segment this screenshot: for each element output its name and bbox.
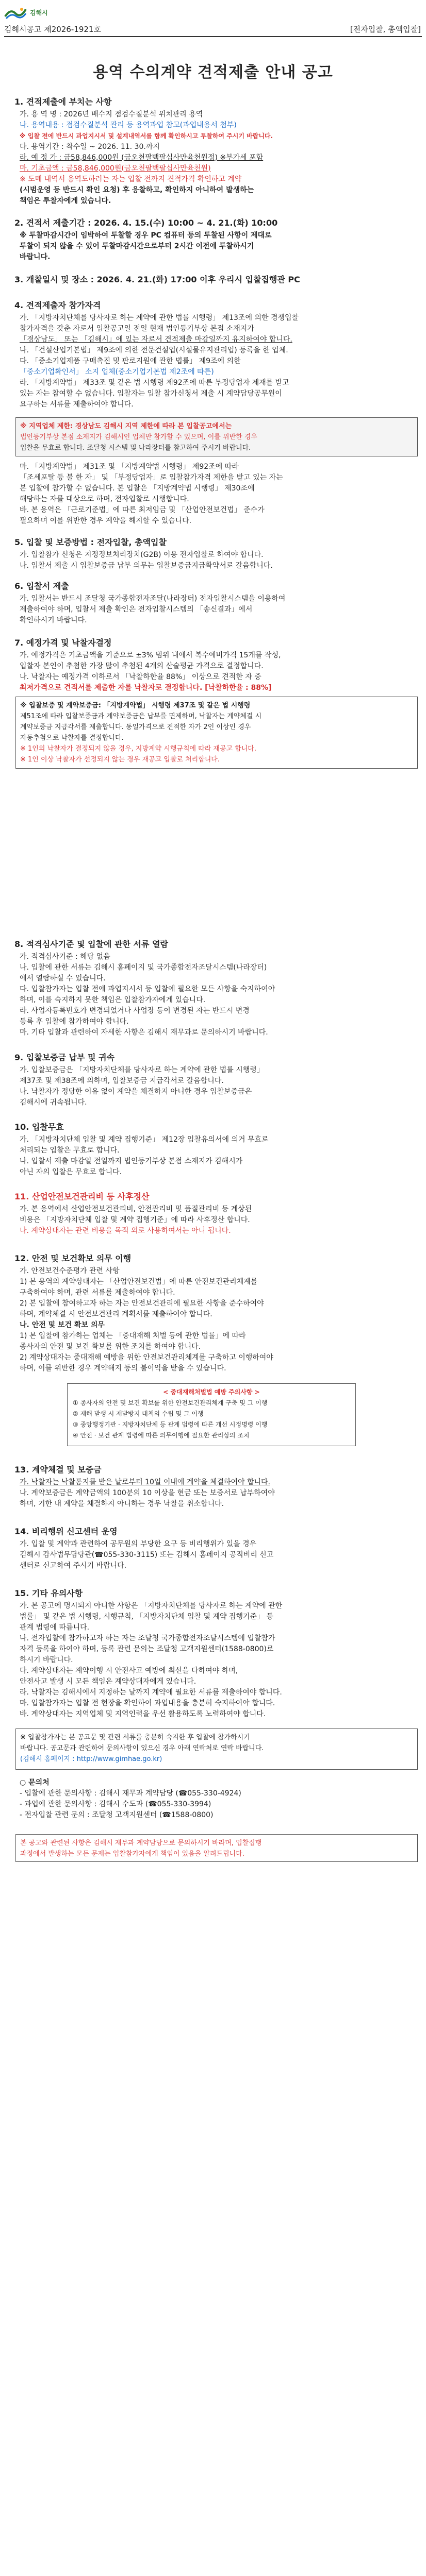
s4-more-line: 해당하는 자를 대상으로 하며, 전자입찰로 시행합니다. [20, 495, 189, 503]
page-title: 용역 수의계약 견적제출 안내 공고 [93, 63, 333, 81]
section-9-body [20, 1065, 417, 1108]
section-13-title: 13. 계약체결 및 보증금 [14, 1465, 102, 1475]
s15-line: 안전사고 발생 시 모든 책임은 계약상대자에게 있습니다. [20, 1677, 196, 1686]
s7-notice-line: ※ 1인 이상 낙찰자가 선정되지 않는 경우 재공고 입찰로 처리합니다. [20, 756, 220, 764]
s10-line: 나. 입찰서 제출 마감일 전일까지 법인등기부상 본점 소재지가 김해시가 [20, 1157, 243, 1165]
section-5-title: 5. 입찰 및 보증방법 : 전자입찰, 총액입찰 [14, 537, 167, 547]
s7-line: 가. 예정가격은 기초금액을 기준으로 ±3% 범위 내에서 복수예비가격 15개를 작성, [20, 651, 281, 659]
s7-line: 나. 낙찰자는 예정가격 이하로서 「낙찰하한율 88%」 이상으로 견적한 자 중 [20, 673, 261, 681]
s4-line: 라. 「지방계약법」 제33조 및 같은 법 시행령 제92조에 따른 부정당업자 제재를 받고 [20, 379, 289, 387]
s14-line: 김해시 감사법무담당관(☎055-330-3115) 또는 김해시 홈페이지 공직비리 신고 [20, 1551, 274, 1559]
s7-notice-line: ※ 1인의 낙찰자가 결정되지 않을 경우, 지방계약 시행규칙에 따라 재공고 합니다. [20, 745, 257, 753]
s9-line: 김해시에 귀속됩니다. [20, 1098, 87, 1107]
s9-line: 제37조 및 제38조에 의하며, 입찰보증금 지급각서로 갈음합니다. [20, 1077, 224, 1085]
section-7-title: 7. 예정가격 및 낙찰자결정 [14, 638, 112, 648]
s1-line: 가. 용 역 명 : 2026년 배수지 점검수질분석 위치관리 용역 [20, 110, 203, 118]
s2-line: ※ 투찰마감시간이 임박하여 투찰할 경우 PC 컴퓨터 등의 투찰된 사항이 제대로 [20, 231, 272, 240]
s8-line: 나. 입찰에 관한 서류는 김해시 홈페이지 및 국가종합전자조달시스템(나라장터) [20, 963, 267, 972]
s15-contact-line: - 전자입찰 관련 문의 : 조달청 고객지원센터 (☎1588-0800) [20, 1811, 214, 1819]
bid-category: [전자입찰, 총액입찰] [350, 25, 421, 34]
s12-line: 하며, 이를 위반한 경우 계약해지 등의 불이익을 받을 수 있습니다. [20, 1364, 226, 1372]
s12-notice-heading: < 중대재해처벌법 예방 주의사항 > [163, 1388, 260, 1396]
s4-line: 있는 자는 참여할 수 없습니다. 입찰자는 입찰 참가신청서 제출 시 계약담당공무원이 [20, 389, 282, 398]
section-8-body [20, 952, 417, 1038]
s12-notice-line: ④ 안전 · 보건 관계 법령에 따른 의무이행에 필요한 관리상의 조치 [73, 1432, 250, 1439]
section-3-title: 3. 개찰일시 및 장소 : 2026. 4. 21.(화) 17:00 이후 우리시 입찰집행관 PC [14, 275, 300, 284]
s9-line: 나. 낙찰자가 정당한 이유 없이 계약을 체결하지 아니한 경우 입찰보증금은 [20, 1088, 252, 1096]
s1-line: (시범운영 등 반드시 확인 요청) 후 응찰하고, 확인하지 아니하여 발생하는 [20, 186, 254, 194]
s12-line: 2) 본 입찰에 참여하고자 하는 자는 안전보건관리에 필요한 사항을 준수하여야 [20, 1299, 264, 1308]
section-4-body [20, 313, 417, 410]
s4-line: 다. 「중소기업제품 구매촉진 및 판로지원에 관한 법률」 제9조에 의한 [20, 357, 241, 365]
notice-number: 김해시공고 제2026-1921호 [4, 25, 101, 34]
s8-line: 하며, 이를 숙지하지 못한 책임은 입찰참가자에게 있습니다. [20, 996, 206, 1004]
section-4-notice-box [15, 417, 418, 456]
s4-more-line: 본 입찰에 참가할 수 없습니다. 본 입찰은 「지방계약법 시행령」 제30조에 [20, 484, 255, 493]
s12-notice-line: ② 재해 발생 시 재발방지 대책의 수립 및 그 이행 [73, 1410, 204, 1417]
s8-line: 다. 입찰참가자는 입찰 전에 과업지시서 등 입찰에 필요한 모든 사항을 숙지하여야 [20, 985, 275, 993]
s4-line: 「경상남도」 또는 「김해시」에 있는 자로서 견적제출 마감일까지 유지하여야 합니다. [20, 335, 292, 344]
section-14-body [20, 1539, 417, 1571]
s15-line: 하시기 바랍니다. [20, 1656, 73, 1664]
s7-notice-line: ※ 입찰보증 및 계약보증금: 「지방계약법」 시행령 제37조 및 같은 법 시행령 [20, 702, 251, 709]
s12-line: 나. 안전 및 보건 확보 의무 [20, 1321, 105, 1329]
s7-notice-line: 계약보증금 지급각서를 제출합니다. 동일가격으로 견적한 자가 2인 이상인 경우 [20, 723, 251, 731]
s1-line: 책임은 투찰자에게 있습니다. [20, 197, 111, 205]
s15-line: 다. 계약상대자는 계약이행 시 안전사고 예방에 최선을 다하여야 하며, [20, 1667, 238, 1675]
s4-notice-line: 법인등기부상 본점 소재지가 김해시인 업체만 참가할 수 있으며, 이를 위반한 경우 [20, 433, 257, 441]
s15-notice-line: ※ 입찰참가자는 본 공고문 및 관련 서류를 충분히 숙지한 후 입찰에 참가하시기 [20, 1734, 250, 1741]
s15-line: 라. 낙찰자는 김해시에서 지정하는 날까지 계약에 필요한 서류를 제출하여야 합니다. [20, 1688, 282, 1697]
s12-line: 가. 안전보건수준평가 관련 사항 [20, 1267, 120, 1275]
s12-line: 1) 본 용역의 계약상대자는 「산업안전보건법」에 따른 안전보건관리체계를 [20, 1278, 258, 1286]
section-4-title: 4. 견적제출자 참가자격 [14, 300, 101, 310]
s4-line: 「중소기업확인서」 소지 업체(중소기업기본법 제2조에 따른) [20, 368, 214, 376]
s12-line: 종사자의 안전 및 보건 확보를 위한 조치를 하여야 합니다. [20, 1343, 201, 1351]
s4-more-line: 마. 「지방계약법」 제31조 및 「지방계약법 시행령」 제92조에 따라 [20, 463, 239, 471]
s11-line: 가. 본 용역에서 산업안전보건관리비, 안전관리비 및 품질관리비 등 계상된 [20, 1205, 252, 1213]
org-logo-name: 김해시 [30, 9, 48, 16]
section-8-title: 8. 적격심사기준 및 입찰에 관한 서류 열람 [14, 939, 168, 949]
s15-contact-line: ○ 문의처 [20, 1778, 50, 1787]
s5-line: 가. 입찰참가 신청은 지정정보처리장치(G2B) 이용 전자입찰로 하여야 합니다. [20, 551, 264, 559]
s7-notice-line: 제51조에 따라 입찰보증금과 계약보증금은 납부를 면제하며, 낙찰자는 계약체결 시 [20, 713, 262, 720]
s8-line: 라. 사업자등록번호가 변경되었거나 사업장 등이 변경된 자는 반드시 변경 [20, 1007, 250, 1015]
section-4-more [20, 462, 417, 527]
s15-line: 나. 전자입찰에 참가하고자 하는 자는 조달청 국가종합전자조달시스템에 입찰참가 [20, 1634, 275, 1642]
s12-line: 구축하여야 하며, 관련 서류를 제출하여야 합니다. [20, 1289, 175, 1297]
section-7-notice-box [15, 697, 418, 769]
section-12-title: 12. 안전 및 보건확보 의무 이행 [14, 1253, 132, 1263]
s15-contact-line: - 과업에 관한 문의사항 : 김해시 수도과 (☎055-330-3994) [20, 1800, 211, 1808]
section-12-notice-box [67, 1383, 356, 1446]
s13-line: 가. 낙찰자는 낙찰통지를 받은 날로부터 10일 이내에 계약을 체결하여야 합니다. [20, 1478, 271, 1486]
section-6-body [20, 594, 417, 626]
section-1-body [20, 109, 417, 207]
section-15-title: 15. 기타 유의사항 [14, 1588, 83, 1598]
s4-more-line: 필요하며 이를 위반한 경우 계약을 해지할 수 있습니다. [20, 517, 192, 525]
s15-notice-line: (김해시 홈페이지 : http://www.gimhae.go.kr) [20, 1755, 162, 1763]
final-notice-box [15, 1834, 418, 1862]
s8-line: 마. 기타 입찰과 관련하여 자세한 사항은 김해시 재무과로 문의하시기 바랍니다. [20, 1028, 268, 1037]
s14-line: 센터로 신고하여 주시기 바랍니다. [20, 1562, 127, 1570]
final-notice-line: 과정에서 발생하는 모든 문제는 입찰참가자에게 책임이 있음을 알려드립니다. [20, 1850, 244, 1858]
s4-more-line: 바. 본 용역은 「근로기준법」에 따른 최저임금 및 「산업안전보건법」 준수가 [20, 506, 265, 514]
section-7-body [20, 650, 417, 693]
s4-line: 가. 「지방자치단체를 당사자로 하는 계약에 관한 법률 시행령」 제13조에 의한 경쟁입찰 [20, 314, 299, 322]
s7-line: 입찰자 본인이 추첨한 가장 많이 추첨된 4개의 산술평균 가격으로 결정합니다. [20, 662, 264, 670]
s4-line: 요구하는 서류를 제출하여야 합니다. [20, 400, 134, 409]
s4-more-line: 「조세포탈 등 불 한 자」 및 「부정당업자」로 입찰참가자격 제한을 받고 있는 자는 [20, 473, 283, 482]
section-10-body [20, 1134, 417, 1178]
s4-notice-line: ※ 지역업체 제한: 경상남도 김해시 지역 제한에 따라 본 입찰공고에서는 [20, 422, 232, 430]
s13-line: 나. 계약보증금은 계약금액의 100분의 10 이상을 현금 또는 보증서로 납부하여야 [20, 1489, 275, 1497]
s7-lower-limit: 최저가격으로 견적서를 제출한 자를 낙찰자로 결정합니다. [낙찰하한율 : 88%] [20, 684, 272, 692]
s15-line: 법률」 및 같은 법 시행령, 시행규칙, 「지방자치단체 입찰 및 계약 집행기준」 등 [20, 1613, 274, 1621]
s1-line: 다. 용역기간 : 착수일 ~ 2026. 11. 30.까지 [20, 143, 160, 151]
section-10-title: 10. 입찰무효 [14, 1122, 64, 1132]
header-divider [4, 36, 422, 37]
section-12-body [20, 1266, 417, 1374]
section-15-body [20, 1601, 417, 1720]
s5-line: 나. 입찰서 제출 시 입찰보증금 납부 의무는 입찰보증금지급확약서로 갈음합니다. [20, 562, 273, 570]
org-logo [4, 5, 48, 21]
s13-line: 하며, 기한 내 계약을 체결하지 아니하는 경우 낙찰을 취소합니다. [20, 1500, 224, 1508]
s1-line: 라. 예 정 가 : 금58,846,000원 (금오천팔백팔십사만육천원정) ※부가세 포함 [20, 154, 264, 162]
section-6-title: 6. 입찰서 제출 [14, 581, 69, 591]
s12-line: 1) 본 입찰에 참가하는 업체는 「중대재해 처벌 등에 관한 법률」에 따라 [20, 1332, 246, 1340]
s14-line: 가. 입찰 및 계약과 관련하여 공무원의 부당한 요구 등 비리행위가 있을 경우 [20, 1540, 257, 1548]
s10-line: 아닌 자의 입찰은 무효로 합니다. [20, 1168, 122, 1176]
s15-line: 마. 입찰참가자는 입찰 전 현장을 확인하여 과업내용을 충분히 숙지하여야 합니다. [20, 1699, 275, 1707]
s11-line: 비용은 「지방자치단체 입찰 및 계약 집행기준」에 따라 사후정산 합니다. [20, 1216, 250, 1224]
s9-line: 가. 입찰보증금은 「지방자치단체를 당사자로 하는 계약에 관한 법률 시행령」 [20, 1066, 264, 1074]
section-11-body [20, 1204, 417, 1236]
s4-line: 나. 「건설산업기본법」 제9조에 의한 전문건설업(시설물유지관리업) 등록을 한 업체. [20, 346, 288, 354]
s8-line: 가. 적격심사기준 : 해당 없음 [20, 953, 110, 961]
s8-line: 에서 열람하실 수 있습니다. [20, 974, 106, 982]
s2-line: 바랍니다. [20, 253, 51, 261]
s1-warning: ※ 입찰 전에 반드시 과업지시서 및 설계내역서를 함께 확인하시고 투찰하여 주시기 바랍니다. [20, 132, 273, 140]
section-1-title: 1. 견적제출에 부치는 사항 [14, 97, 112, 107]
s11-line: 나. 계약상대자는 관련 비용을 목적 외로 사용하여서는 아니 됩니다. [20, 1227, 231, 1235]
section-15-contacts [20, 1777, 417, 1821]
s10-line: 가. 「지방자치단체 입찰 및 계약 집행기준」 제12장 입찰유의서에 의거 무효로 [20, 1136, 269, 1144]
s6-line: 확인하시기 바랍니다. [20, 616, 87, 624]
s1-base-price: 마. 기초금액 : 금58,846,000원(금오천팔백팔십사만육천원) [20, 164, 211, 173]
s8-line: 등록 후 입찰에 참가하여야 합니다. [20, 1018, 129, 1026]
s4-line: 참가자격을 갖춘 자로서 입찰공고일 전일 현재 법인등기부상 본점 소재지가 [20, 325, 254, 333]
s15-contact-line: - 입찰에 관한 문의사항 : 김해시 재무과 계약담당 (☎055-330-4924) [20, 1789, 241, 1798]
s15-line: 관계 법령에 따릅니다. [20, 1623, 90, 1632]
s15-line: 바. 계약상대자는 지역업체 및 지역인력을 우선 활용하도록 노력하여야 합니다. [20, 1710, 266, 1718]
s12-notice-line: ① 종사자의 안전 및 보건 확보를 위한 안전보건관리체계 구축 및 그 이행 [73, 1399, 268, 1406]
s12-line: 하며, 계약체결 시 안전보건관리 계획서를 제출하여야 합니다. [20, 1310, 212, 1318]
gimhae-logo-icon [4, 6, 27, 20]
s15-line: 가. 본 공고에 명시되지 아니한 사항은 「지방자치단체를 당사자로 하는 계약에 관한 [20, 1602, 283, 1610]
final-notice-line: 본 공고와 관련된 사항은 김해시 재무과 계약담당으로 문의하시기 바라며, 입찰집행 [20, 1839, 262, 1847]
s6-line: 제출하여야 하며, 입찰서 제출 확인은 전자입찰시스템의 「송신결과」에서 [20, 605, 253, 614]
s6-line: 가. 입찰서는 반드시 조달청 국가종합전자조달(나라장터) 전자입찰시스템을 이용하여 [20, 595, 286, 603]
section-2-body [20, 230, 417, 263]
s2-title: 2. 견적서 제출기간 : 2026. 4. 15.(수) 10:00 ~ 4. 21.(화) 10:00 [14, 218, 278, 228]
section-11-title: 11. 산업안전보건관리비 등 사후정산 [14, 1192, 150, 1201]
section-13-body [20, 1477, 417, 1510]
section-2-title [14, 216, 277, 228]
s12-line: 2) 계약상대자는 중대재해 예방을 위한 안전보건관리체계를 구축하고 이행하여야 [20, 1353, 273, 1362]
s12-notice-line: ③ 중앙행정기관 · 지방자치단체 등 관계 법령에 따른 개선 시정명령 이행 [73, 1421, 268, 1428]
s15-notice-line: 바랍니다. 공고문과 관련하여 문의사항이 있으신 경우 아래 연락처로 연락 바랍니다. [20, 1744, 264, 1752]
section-5-body [20, 550, 417, 571]
section-15-notice-box [15, 1728, 418, 1770]
s4-notice-line: 입찰을 무효로 합니다. 조달청 시스템 및 나라장터를 참고하여 주시기 바랍니다. [20, 444, 251, 452]
s2-line: 투찰이 되지 않을 수 있어 투찰마감시간으로부터 2시간 이전에 투찰하시기 [20, 242, 254, 250]
s15-line: 자격 등록을 하여야 하며, 등록 관련 문의는 조달청 고객지원센터(1588-0800)로 [20, 1645, 274, 1653]
s1-line: ※ 도매 내역서 용역도하려는 자는 입찰 전까지 견적가격 확인하고 계약 [20, 175, 242, 183]
s10-line: 처리되는 입찰은 무효로 합니다. [20, 1146, 120, 1155]
section-14-title: 14. 비리행위 신고센터 운영 [14, 1527, 118, 1536]
s7-notice-line: 자동추첨으로 낙찰자를 결정합니다. [20, 734, 124, 742]
section-9-title: 9. 입찰보증금 납부 및 귀속 [14, 1053, 115, 1062]
s1-line: 나. 용역내용 : 점검수질분석 관리 등 용역과업 참고(과업내용서 첨부) [20, 121, 237, 129]
